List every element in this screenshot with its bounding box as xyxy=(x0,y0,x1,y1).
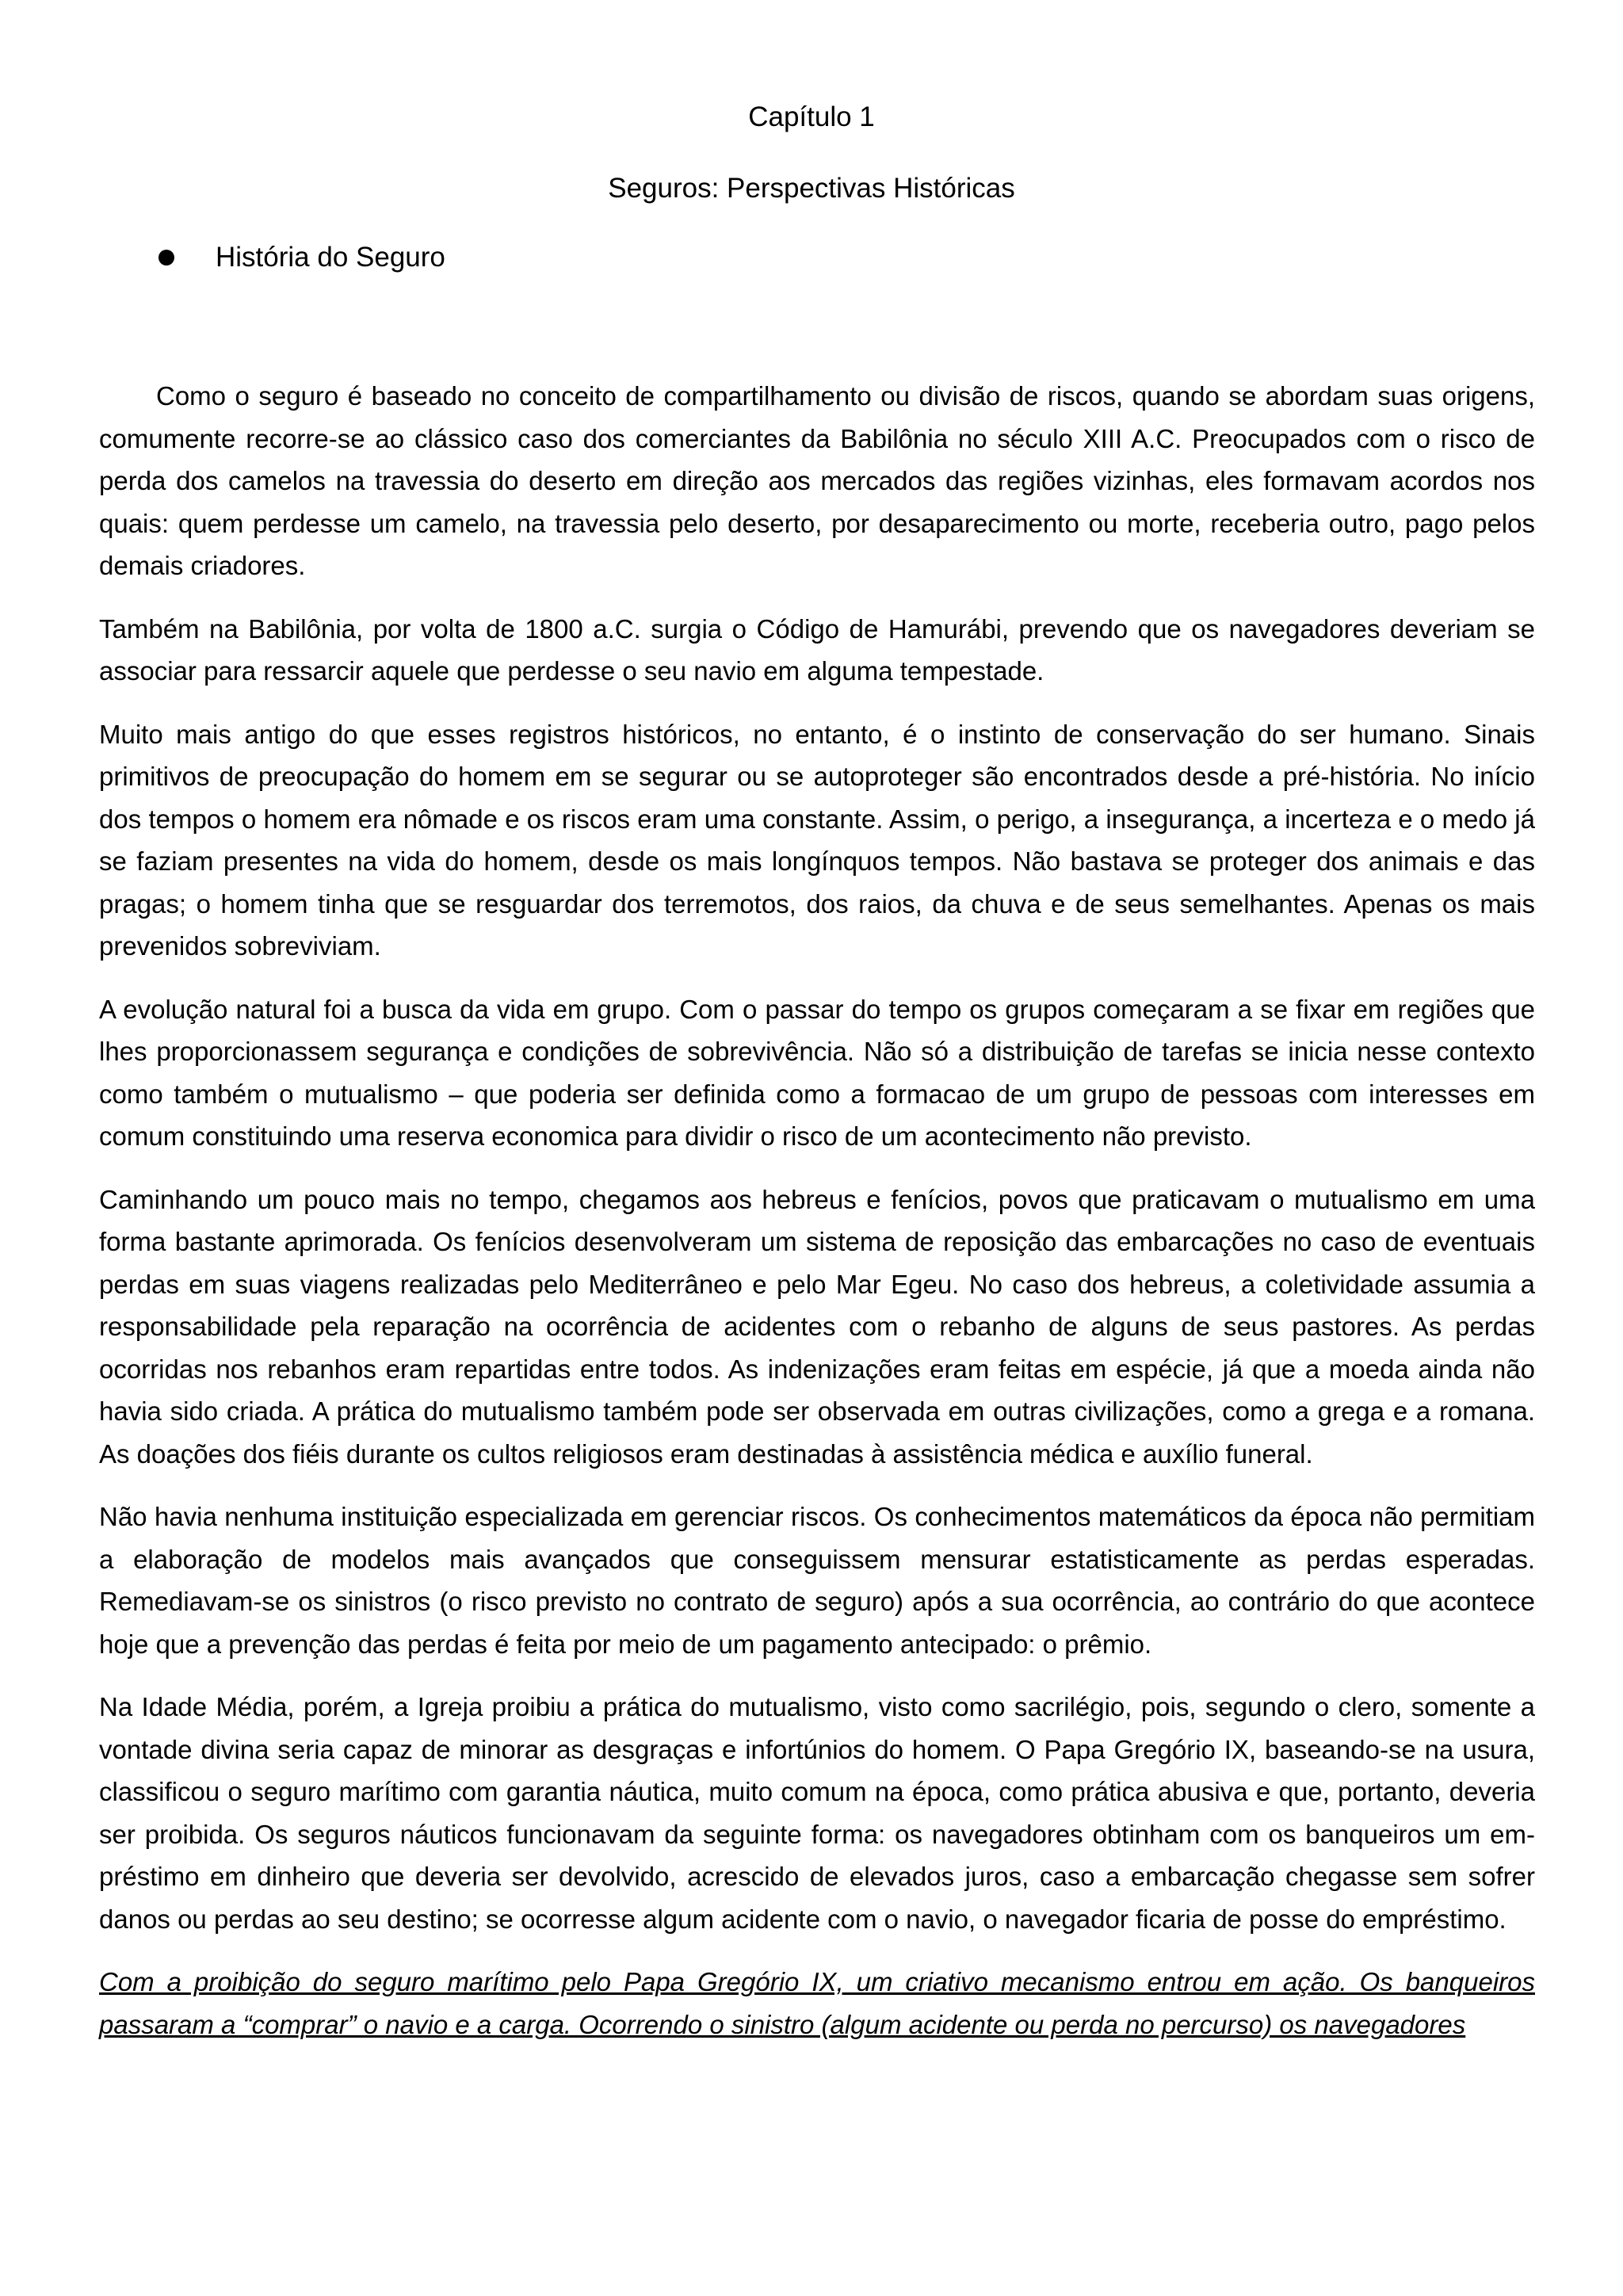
paragraph-6: Não havia nenhuma instituição especializada em gerenciar riscos. Os conhecimentos matemáticos da época não permitiam a elaboração de modelos mais avançados que conseguissem mensurar estatisticamente as perdas esperadas. Remediavam-se os sinistros (o risco previsto no contrato de seguro) após a sua ocorrência, ao contrário do que acontece hoje que a prevenção das perdas é feita por meio de um pagamento antecipado: o prêmio. xyxy=(99,1502,1535,1659)
paragraph-5: Caminhando um pouco mais no tempo, chegamos aos hebreus e fenícios, povos que praticavam o mutualismo em uma forma bastante aprimorada. Os fenícios desenvolveram um sistema de reposição das embarcações no caso de eventuais perdas em suas viagens realizadas pelo Mediterrâneo e pelo Mar Egeu. No caso dos hebreus, a coletividade assumia a responsabilidade pela reparação na ocorrência de acidentes com o rebanho de alguns de seus pastores. As perdas ocorridas nos rebanhos eram repartidas entre todos. As indenizações eram feitas em espécie, já que a moeda ainda não havia sido criada. A prática do mutualismo também pode ser observada em outras civilizações, como a grega e a romana. As doações dos fiéis durante os cultos religiosos eram destinadas à assistência médica e auxílio funeral. xyxy=(99,1184,1535,1469)
document-body xyxy=(99,375,1535,2046)
paragraph-4: A evolução natural foi a busca da vida em grupo. Com o passar do tempo os grupos começaram a se fixar em regiões que lhes proporcionassem segurança e condições de sobrevivência. Não só a distribuição de tarefas se inicia nesse contexto como também o mutualismo – que poderia ser definida como a formacao de um grupo de pessoas com interesses em comum constituindo uma reserva economica para dividir o risco de um acontecimento não previsto. xyxy=(99,994,1535,1151)
paragraph-7: Na Idade Média, porém, a Igreja proibiu a prática do mutualismo, visto como sacrilégio, pois, segundo o clero, somente a vontade divina seria capaz de minorar as desgraças e infortúnios do homem. O Papa Gregório IX, baseando-se na usura, classificou o seguro marítimo com garantia náutica, muito comum na época, como prática abusiva e que, portanto, deveria ser proibida. Os seguros náuticos funcionavam da seguinte forma: os navegadores obtinham com os banqueiros um em- préstimo em dinheiro que deveria ser devolvido, acrescido de elevados juros, caso a embarcação chegasse sem sofrer danos ou perdas ao seu destino; se ocorresse algum acidente com o navio, o navegador ficaria de posse do empréstimo. xyxy=(99,1692,1535,1934)
emphasized-paragraph: Com a proibição do seguro marítimo pelo Papa Gregório IX, um criativo mecanismo entrou em ação. Os banqueiros passaram a “comprar” o navio e a carga. Ocorrendo o sinistro (algum acidente ou perda no percurso) os navegadores xyxy=(99,1967,1535,2039)
paragraph-3: Muito mais antigo do que esses registros históricos, no entanto, é o instinto de conservação do ser humano. Sinais primitivos de preocupação do homem em se segurar ou se autoproteger são encontrados desde a pré-história. No início dos tempos o homem era nômade e os riscos eram uma constante. Assim, o perigo, a insegurança, a incerteza e o medo já se faziam presentes na vida do homem, desde os mais longínquos tempos. Não bastava se proteger dos animais e das pragas; o homem tinha que se resguardar dos terremotos, dos raios, da chuva e de seus semelhantes. Apenas os mais prevenidos sobreviviam. xyxy=(99,719,1535,961)
section-heading: História do Seguro xyxy=(216,242,445,273)
chapter-title: Capítulo 1 xyxy=(748,101,875,132)
chapter-subtitle: Seguros: Perspectivas Históricas xyxy=(608,173,1015,204)
paragraph-2: Também na Babilônia, por volta de 1800 a.C. surgia o Código de Hamurábi, prevendo que os navegadores deveriam se associar para ressarcir aquele que perdesse o seu navio em alguma tempestade. xyxy=(99,613,1535,686)
paragraph-1: Como o seguro é baseado no conceito de compartilhamento ou divisão de riscos, quando se abordam suas origens, comumente recorre-se ao clássico caso dos comerciantes da Babilônia no século XIII A.C. Preocupados com o risco de perda dos camelos na travessia do deserto em direção aos mercados das regiões vizinhas, eles formavam acordos nos quais: quem perdesse um camelo, na travessia pelo deserto, por desaparecimento ou morte, receberia outro, pago pelos demais criadores. xyxy=(99,381,1535,580)
section-bullet xyxy=(158,235,445,280)
bullet-icon xyxy=(158,250,174,266)
